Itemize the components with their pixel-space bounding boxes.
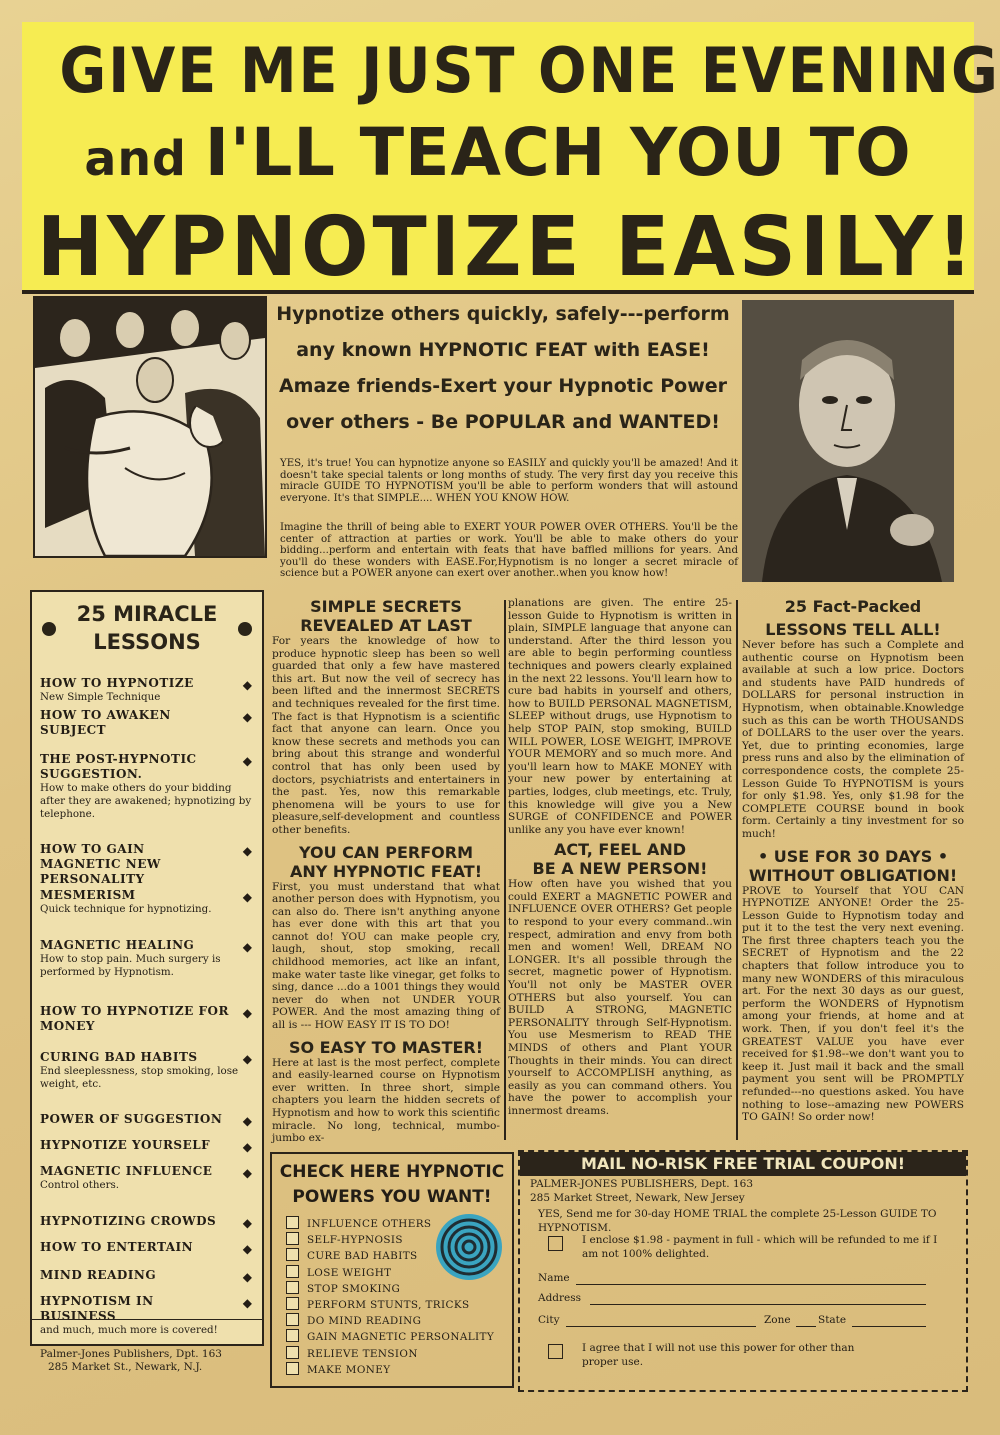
power-checkbox-item[interactable] (286, 1313, 421, 1328)
checkbox-square[interactable] (286, 1313, 299, 1326)
lesson-description: New Simple Technique (40, 691, 161, 703)
checkbox-square[interactable] (286, 1265, 299, 1278)
power-checkbox-label: PERFORM STUNTS, TRICKS (307, 1299, 470, 1311)
section-heading-line: ACT, FEEL AND (553, 840, 686, 860)
lesson-title: HOW TO GAIN MAGNETIC NEW PERSONALITY (40, 842, 161, 886)
lesson-title: POWER OF SUGGESTION (40, 1112, 223, 1126)
lesson-title: HYPNOTISM IN BUSINESS (40, 1294, 154, 1323)
hypnotist-portrait-drawing (742, 300, 954, 582)
coupon-agree-text: I agree that I will not use this power for other than proper use. (582, 1342, 855, 1368)
address-label: Address (538, 1292, 582, 1304)
name-label: Name (538, 1272, 570, 1284)
diamond-bullet-icon: ◆ (242, 1114, 252, 1128)
power-checkbox-item[interactable] (286, 1265, 392, 1280)
diamond-bullet-icon: ◆ (242, 1052, 252, 1066)
power-checkbox-item[interactable] (286, 1329, 494, 1344)
publisher-line-1: Palmer-Jones Publishers, Dpt. 163 (40, 1348, 222, 1360)
hypnotist-portrait (742, 300, 954, 582)
diamond-bullet-icon: ◆ (242, 754, 252, 768)
agree-checkbox[interactable] (548, 1344, 563, 1359)
lesson-title: HYPNOTIZE YOURSELF (40, 1138, 211, 1152)
checklist-title-line: POWERS YOU WANT! (292, 1187, 492, 1207)
diamond-bullet-icon: ◆ (242, 1006, 252, 1020)
miracle-lessons-box (30, 590, 264, 1346)
diamond-bullet-icon: ◆ (242, 890, 252, 904)
col2-paragraph-1: planations are given. The entire 25-lesson Guide to Hypnotism is written in plain, SIMPLE language that anyone can understand. After the third lesson you are able to begin performing countless techniques and powers clearly explained in the next 22 lessons. You'll learn how to cure bad habits in yourself and others, how to BUILD PERSONAL MAGNETISM, SLEEP without drugs, use Hypnotism to help STOP PAIN, stop smoking, BUILD WILL POWER, LOSE WEIGHT, IMPROVE YOUR MEMORY and so much more. And you'll learn how to MAKE MONEY with your new power by entertaining at parties, lodges, club meetings, etc. Truly, this knowledge will give you a New SURGE of CONFIDENCE and POWER unlike any you have ever known! (508, 597, 732, 836)
intro-paragraph-2: Imagine the thrill of being able to EXERT YOUR POWER OVER OTHERS. You'll be the center of attraction at parties or work. You'll be able to make others do your bidding...perform and entertain with feats that have baffled millions for years. And you'll do these wonders with EASE.For,Hypnotism is no longer a secret miracle of science but a POWER anyone can exert over another..when you know how! (280, 522, 738, 580)
section-heading-simple-secrets (272, 597, 500, 635)
section-heading-line: BE A NEW PERSON! (532, 859, 708, 879)
lesson-title: MESMERISM (40, 888, 136, 902)
power-checkbox-label: CURE BAD HABITS (307, 1250, 418, 1263)
section-heading-new-person (508, 840, 732, 878)
power-checkbox-label: INFLUENCE OTHERS (307, 1218, 432, 1230)
checkbox-square[interactable] (286, 1248, 299, 1261)
power-checkbox-label: SELF-HYPNOSIS (307, 1234, 403, 1247)
headline-line-1: GIVE ME JUST ONE EVENING (59, 34, 1000, 107)
column-1 (272, 597, 500, 1145)
hypnotic-spiral-icon (434, 1212, 504, 1282)
power-checkbox-label: GAIN MAGNETIC PERSONALITY (307, 1331, 495, 1344)
power-checkbox-item[interactable] (286, 1232, 403, 1247)
lesson-title: HYPNOTIZING CROWDS (40, 1214, 217, 1228)
intro-heading-2: any known HYPNOTIC FEAT with EASE! (296, 339, 710, 361)
headline-banner (22, 22, 1000, 295)
city-label: City (538, 1314, 560, 1326)
lesson-item (40, 1050, 252, 1091)
power-checkbox-item[interactable] (286, 1216, 431, 1231)
hypnotic-powers-checklist (270, 1152, 514, 1388)
diamond-bullet-icon: ◆ (242, 940, 252, 954)
power-checkbox-label: DO MIND READING (307, 1315, 422, 1328)
section-heading-line: YOU CAN PERFORM (298, 842, 473, 862)
column-divider (736, 600, 738, 1140)
lesson-item (40, 1240, 252, 1255)
lesson-item (40, 708, 252, 738)
diamond-bullet-icon: ◆ (242, 1242, 252, 1256)
intro-heading-3: Amaze friends-Exert your Hypnotic Power (278, 375, 728, 397)
col1-paragraph-3: Here at last is the most perfect, complete and easily-learned course on Hypnotism ever written. In three short, simple chapters you learn the hidden secrets of Hypnotism and how to work this scientific miracle. No long, technical, mumbo-jumbo ex- (272, 1056, 500, 1145)
lesson-item (40, 1268, 252, 1283)
lesson-description: How to stop pain. Much surgery is performed by Hypnotism. (40, 953, 221, 978)
headline-line-2 (28, 114, 968, 191)
lesson-item (40, 938, 252, 979)
lesson-item (40, 842, 252, 887)
publisher-line-2: 285 Market St., Newark, N.J. (48, 1361, 203, 1373)
checklist-title (272, 1160, 512, 1210)
diamond-bullet-icon: ◆ (242, 1216, 252, 1230)
lessons-title-1: 25 MIRACLE (76, 602, 218, 626)
section-heading-line: LESSONS TELL ALL! (765, 620, 941, 639)
section-heading-line: SIMPLE SECRETS (310, 597, 462, 616)
state-field[interactable] (852, 1325, 926, 1327)
checkbox-square[interactable] (286, 1216, 299, 1229)
power-checkbox-label: RELIEVE TENSION (307, 1347, 418, 1360)
zone-label: Zone (764, 1314, 791, 1326)
coupon-address-2: 285 Market Street, Newark, New Jersey (530, 1192, 745, 1204)
checkbox-square[interactable] (286, 1329, 299, 1342)
col3-paragraph-2: PROVE to Yourself that YOU CAN HYPNOTIZE ANYONE! Order the 25-Lesson Guide to Hypnotism today and put it to the test the very next evening. The first three chapters teach you the SECRET of Hypnotism and the 22 chapters that follow introduce you to many new WONDERS of this miraculous art. For the next 30 days as our guest, perform the WONDERS of Hypnotism among your friends, at home and at work. Then, if you don't feel it's the GREATEST VALUE you have ever received for $1.98--we don't want you to keep it. Just mail it back and the small payment you sent will be PROMPTLY refunded---no questions asked. You have nothing to lose--amazing new POWERS TO GAIN! So order now! (742, 884, 964, 1124)
lesson-description: and much, much more is covered! (40, 1324, 218, 1336)
crowd-illustration-drawing (35, 298, 265, 556)
col2-paragraph-2: How often have you wished that you could EXERT a MAGNETIC POWER and INFLUENCE OVER OTHERS? Get people to respond to your every command..win respect, admiration and envy from both men and women! Well, DREAM NO LONGER. It's all possible through the secret, magnetic power of Hypnotism. You'll not only be MASTER OVER OTHERS but also yourself. You can BUILD A STRONG, MAGNETIC PERSONALITY through Self-Hypnotism. You use Mesmerism to READ THE MINDS of others and Plant YOUR Thoughts in their minds. You can direct yourself to ACCOMPLISH anything, as easily as you can command others. You have the power to accomplish your innermost dreams. (508, 878, 732, 1117)
lessons-box-footer (32, 1319, 262, 1344)
checkbox-square[interactable] (286, 1232, 299, 1245)
free-trial-coupon (518, 1150, 968, 1392)
lesson-item (40, 1138, 252, 1153)
publisher-address (40, 1348, 300, 1374)
headline-line-3: HYPNOTIZE EASILY! (36, 200, 977, 295)
address-field[interactable] (590, 1303, 926, 1305)
checklist-title-line: CHECK HERE HYPNOTIC (279, 1162, 505, 1182)
intro-headline (272, 296, 734, 440)
headline-line-2-text: I'LL TEACH YOU TO (204, 114, 912, 191)
lessons-title (32, 600, 262, 656)
diamond-bullet-icon: ◆ (242, 1166, 252, 1180)
checkbox-square[interactable] (286, 1362, 299, 1375)
section-heading-perform (272, 843, 500, 881)
lesson-item (40, 752, 252, 821)
checkbox-square[interactable] (286, 1281, 299, 1294)
section-heading-line: 25 Fact-Packed (784, 597, 922, 616)
col1-paragraph-2: First, you must understand that what another person does with Hypnotism, you can also do. There isn't anything anyone has ever done with this art that you cannot do! YOU can make people cry, laugh, shout, stop smoking, recall childhood memories, act like an infant, make water taste like vinegar, get folks to sing, dance ...do a 1001 things they would never do when not UNDER YOUR POWER. And the most amazing thing of all is --- HOW EASY IT IS TO DO! (272, 880, 500, 1032)
lesson-title: HOW TO ENTERTAIN (40, 1240, 194, 1254)
intro-paragraph-1: YES, it's true! You can hypnotize anyone so EASILY and quickly you'll be amazed! And it doesn't take special talents or long months of study. The very first day you receive this miracle GUIDE TO HYPNOTISM you'll be able to perform wonders that will astound everyone. It's that SIMPLE.... WHEN YOU KNOW HOW. (280, 458, 738, 504)
lesson-item (40, 1112, 252, 1127)
section-heading-line: WITHOUT OBLIGATION! (748, 865, 958, 885)
lesson-item (40, 1004, 252, 1034)
power-checkbox-label: STOP SMOKING (307, 1282, 401, 1295)
diamond-bullet-icon: ◆ (242, 1140, 252, 1154)
intro-heading-1: Hypnotize others quickly, safely---perform (276, 303, 730, 325)
coupon-title: MAIL NO-RISK FREE TRIAL COUPON! (520, 1152, 966, 1176)
enclose-checkbox[interactable] (548, 1236, 563, 1251)
power-checkbox-item[interactable] (286, 1248, 418, 1263)
intro-heading-4: over others - Be POPULAR and WANTED! (286, 411, 720, 433)
lesson-item (40, 888, 252, 916)
power-checkbox-item[interactable] (286, 1362, 391, 1377)
lesson-description: How to make others do your bidding after they are awakened; hypnotizing by telephone. (40, 782, 252, 820)
lesson-title: MIND READING (40, 1268, 157, 1282)
lesson-title: CURING BAD HABITS (40, 1050, 198, 1064)
diamond-bullet-icon: ◆ (242, 678, 252, 692)
lesson-title: HOW TO HYPNOTIZE (40, 676, 194, 690)
power-checkbox-label: MAKE MONEY (307, 1363, 391, 1376)
coupon-enclose-text: I enclose $1.98 - payment in full - which will be refunded to me if I am not 100% delighted. (582, 1234, 938, 1260)
section-heading-line: ANY HYPNOTIC FEAT! (289, 861, 482, 881)
lesson-description: Control others. (40, 1179, 120, 1191)
coupon-yes-text: YES, Send me for 30-day HOME TRIAL the complete 25-Lesson GUIDE TO HYPNOTISM. (538, 1208, 937, 1234)
lessons-title-2: LESSONS (93, 630, 201, 654)
state-label: State (818, 1314, 847, 1326)
lesson-title: HOW TO AWAKEN SUBJECT (40, 708, 171, 737)
checkbox-square[interactable] (286, 1346, 299, 1359)
headline-and: and (84, 131, 187, 187)
col3-paragraph-1: Never before has such a Complete and authentic course on Hypnotism been available at such a low price. Doctors and students have PAID hundreds of DOLLARS for personal instruction in Hypnotism, when obtainable.Knowledge such as this can be worth THOUSANDS of DOLLARS to the user over the years. Yet, due to printing economies, large press runs and also by the elimination of correspondence costs, the complete 25-Lesson Guide To HYPNOTISM is yours for only $1.98. Yes, only $1.98 for the COMPLETE COURSE bound in book form. Certainly a tiny investment for so much! (742, 639, 964, 840)
section-heading-fact-packed (742, 597, 964, 639)
column-2 (508, 597, 732, 1118)
power-checkbox-item[interactable] (286, 1281, 400, 1296)
section-heading-line: • USE FOR 30 DAYS • (757, 846, 949, 866)
lesson-title: MAGNETIC INFLUENCE (40, 1164, 213, 1178)
lesson-item (40, 676, 252, 704)
diamond-bullet-icon: ◆ (242, 710, 252, 724)
power-checkbox-item[interactable] (286, 1297, 470, 1312)
column-divider (504, 600, 506, 1140)
diamond-bullet-icon: ◆ (242, 844, 252, 858)
section-heading-30-days (742, 847, 964, 885)
city-field[interactable] (566, 1325, 756, 1327)
lesson-description: Quick technique for hypnotizing. (40, 903, 212, 915)
name-field[interactable] (576, 1283, 926, 1285)
lesson-description: End sleeplessness, stop smoking, lose weight, etc. (40, 1065, 239, 1090)
diamond-bullet-icon: ◆ (242, 1296, 252, 1310)
section-heading-line: REVEALED AT LAST (300, 616, 472, 635)
power-checkbox-item[interactable] (286, 1346, 418, 1361)
lesson-title: MAGNETIC HEALING (40, 938, 195, 952)
power-checkbox-label: LOSE WEIGHT (307, 1266, 392, 1279)
checkbox-square[interactable] (286, 1297, 299, 1310)
coupon-address-1: PALMER-JONES PUBLISHERS, Dept. 163 (530, 1178, 753, 1190)
column-3 (742, 597, 964, 1124)
lesson-item (40, 1214, 252, 1229)
crowd-illustration (33, 296, 267, 558)
lesson-item (40, 1164, 252, 1192)
lesson-title: THE POST-HYPNOTIC SUGGESTION. (40, 752, 197, 781)
zone-field[interactable] (796, 1325, 816, 1327)
lesson-title: HOW TO HYPNOTIZE FOR MONEY (40, 1004, 229, 1033)
col1-paragraph-1: For years the knowledge of how to produce hypnotic sleep has been so well guarded that only a few have mastered this art. But now the veil of secrecy has been lifted and the innermost SECRETS and techniques revealed for the first time. The fact is that Hypnotism is a scientific fact that anyone can learn. Once you know these secrets and methods you can bring about this strange and wonderful control that has only been used by doctors, psychiatrists and entertainers in the past. Yes, now this remarkable phenomena will be yours to use for pleasure,self-development and countless other benefits. (272, 635, 500, 836)
section-heading-easy: SO EASY TO MASTER! (288, 1037, 484, 1057)
diamond-bullet-icon: ◆ (242, 1270, 252, 1284)
